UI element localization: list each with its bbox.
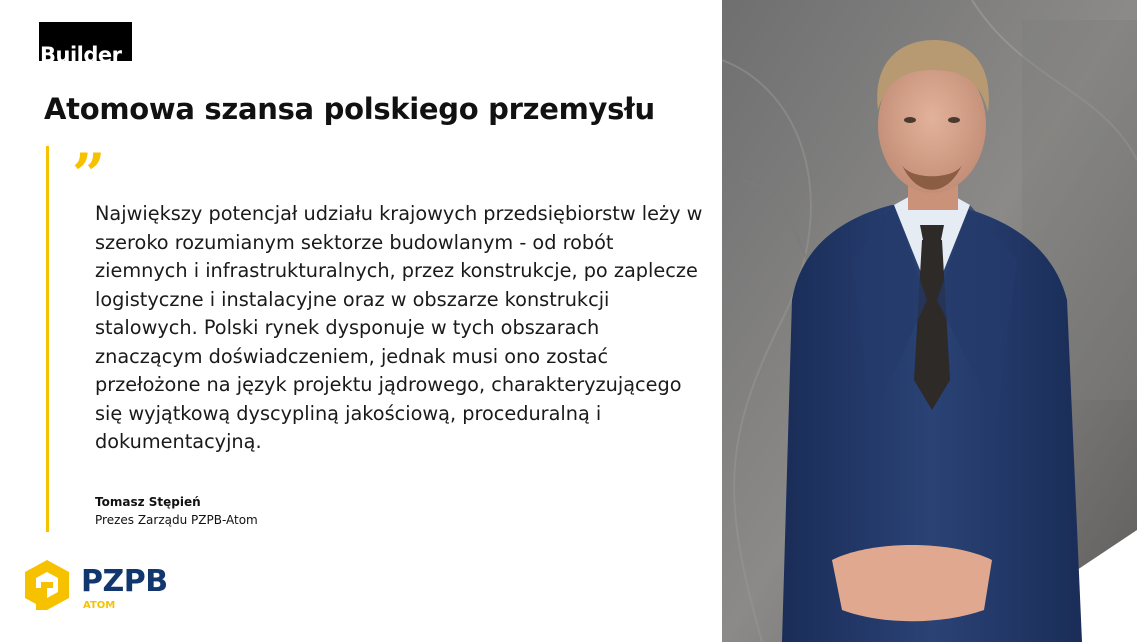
author-role: Prezes Zarządu PZPB-Atom <box>95 513 258 527</box>
pzpb-logo-subtext: ATOM <box>83 600 116 611</box>
builder-logo-text: Builder <box>40 43 122 61</box>
pzpb-hexagon-icon <box>22 558 72 614</box>
pzpb-logo-text: PZPB <box>81 564 168 599</box>
quote-mark-icon: ” <box>72 141 106 209</box>
builder-logo <box>39 22 132 61</box>
quote-accent-bar <box>46 146 49 532</box>
portrait-photo <box>722 0 1137 642</box>
portrait-illustration <box>722 0 1137 642</box>
quote-text: Największy potencjał udziału krajowych przedsiębiorstw leży w szeroko rozumianym sektorze budowlanym - od robót ziemnych i infrastrukturalnych, przez konstrukcje, po zaplecze logistyczne i instalacyjne oraz w obszarze konstrukcji stalowych. Polski rynek dysponuje w tych obszarach znaczącym doświadczeniem, jednak musi ono zostać przełożone na język projektu jądrowego, charakteryzującego się wyjątkową dyscypliną jakościową, proceduralną i dokumentacyjną. <box>95 202 703 453</box>
page-title: Atomowa szansa polskiego przemysłu <box>44 92 655 126</box>
author-name: Tomasz Stępień <box>95 495 201 509</box>
pzpb-atom-logo <box>22 556 182 616</box>
